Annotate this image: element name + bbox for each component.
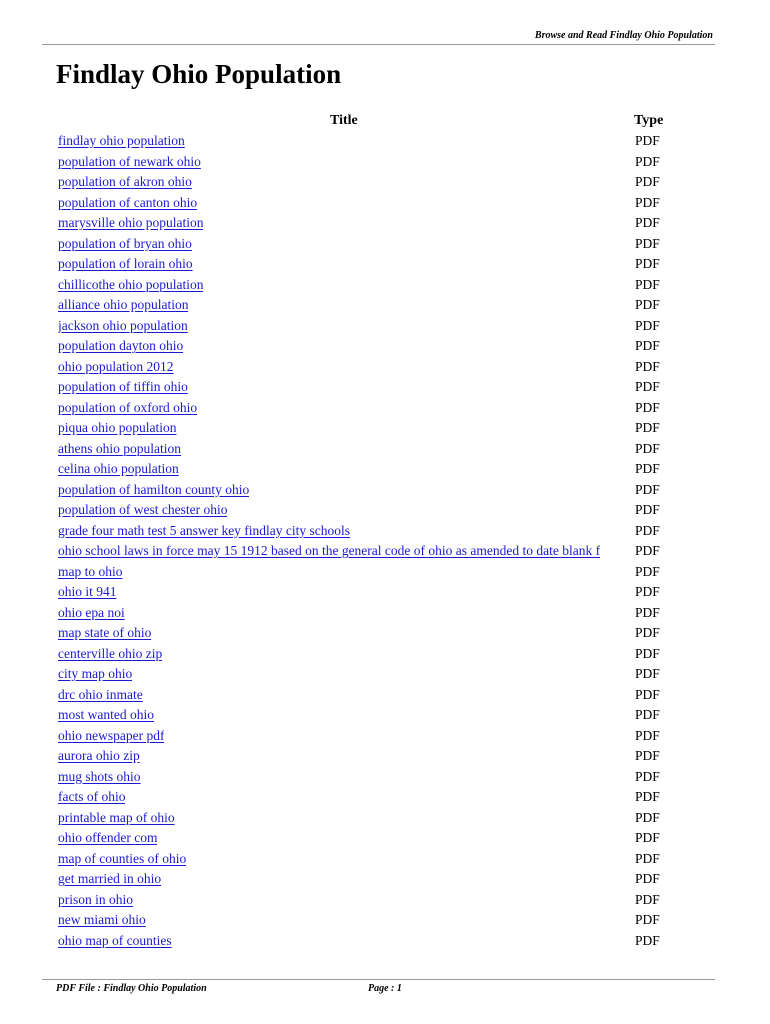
document-link[interactable]: ohio it 941 [58, 584, 117, 599]
table-row [0, 295, 770, 316]
document-link[interactable]: findlay ohio population [58, 133, 185, 148]
table-row [0, 500, 770, 521]
document-link[interactable]: centerville ohio zip [58, 645, 163, 661]
table-row [0, 398, 770, 419]
document-link[interactable]: prison in ohio [58, 891, 134, 907]
document-link[interactable]: population of newark ohio [58, 153, 201, 169]
document-link[interactable]: drc ohio inmate [58, 686, 143, 702]
table-row [0, 275, 770, 296]
table-row [0, 582, 770, 603]
document-type: PDF [635, 235, 660, 251]
document-type: PDF [635, 686, 660, 702]
document-type: PDF [635, 625, 660, 640]
table-row [0, 459, 770, 480]
document-type: PDF [635, 215, 660, 230]
document-link[interactable]: population of west chester ohio [58, 502, 228, 517]
document-type: PDF [635, 789, 660, 804]
page-title: Findlay Ohio Population [56, 59, 342, 89]
table-row [0, 521, 770, 542]
document-type: PDF [635, 850, 660, 866]
document-type: PDF [635, 645, 660, 661]
table-row [0, 644, 770, 665]
table-row [0, 828, 770, 849]
document-type: PDF [635, 133, 660, 148]
footer-file-label: PDF File : Findlay Ohio Population [56, 983, 207, 994]
document-type: PDF [635, 543, 660, 558]
document-type: PDF [635, 358, 660, 374]
document-type: PDF [635, 707, 660, 722]
document-link[interactable]: population of hamilton county ohio [58, 481, 250, 497]
footer-divider [42, 979, 715, 980]
table-row [0, 336, 770, 357]
document-type: PDF [635, 768, 660, 784]
document-list [0, 131, 770, 951]
document-type: PDF [635, 420, 660, 435]
table-row [0, 131, 770, 152]
document-link[interactable]: population of bryan ohio [58, 235, 192, 251]
document-link[interactable]: ohio population 2012 [58, 358, 174, 374]
document-type: PDF [635, 194, 660, 210]
document-link[interactable]: grade four math test 5 answer key findlay city schools [58, 522, 351, 538]
document-link[interactable]: printable map of ohio [58, 809, 175, 825]
table-row [0, 152, 770, 173]
document-link[interactable]: population of canton ohio [58, 194, 198, 210]
document-type: PDF [635, 522, 660, 538]
document-type: PDF [635, 461, 660, 476]
table-row [0, 357, 770, 378]
document-link[interactable]: jackson ohio population [58, 317, 188, 333]
document-type: PDF [635, 563, 660, 579]
table-row [0, 726, 770, 747]
table-row [0, 685, 770, 706]
table-row [0, 172, 770, 193]
document-type: PDF [635, 297, 660, 312]
running-header: Browse and Read Findlay Ohio Population [534, 30, 713, 41]
table-row [0, 746, 770, 767]
document-link[interactable]: ohio map of counties [58, 932, 172, 948]
document-type: PDF [635, 830, 660, 845]
table-row [0, 234, 770, 255]
table-row [0, 418, 770, 439]
document-link[interactable]: marysville ohio population [58, 215, 204, 230]
document-type: PDF [635, 871, 660, 886]
table-row [0, 377, 770, 398]
document-link[interactable]: population of lorain ohio [58, 256, 193, 271]
document-link[interactable]: ohio newspaper pdf [58, 727, 165, 743]
document-type: PDF [635, 912, 660, 927]
table-row [0, 193, 770, 214]
table-row [0, 705, 770, 726]
column-header-title: Title [330, 113, 358, 128]
document-type: PDF [635, 174, 660, 189]
document-link[interactable]: athens ohio population [58, 440, 181, 456]
table-row [0, 890, 770, 911]
document-type: PDF [635, 256, 660, 271]
table-row [0, 664, 770, 685]
table-row [0, 562, 770, 583]
document-type: PDF [635, 666, 660, 681]
header-divider [42, 44, 715, 45]
document-type: PDF [635, 932, 660, 948]
document-type: PDF [635, 727, 660, 743]
document-type: PDF [635, 604, 660, 620]
document-type: PDF [635, 891, 660, 907]
document-type: PDF [635, 379, 660, 394]
document-type: PDF [635, 317, 660, 333]
document-link[interactable]: chillicothe ohio population [58, 276, 204, 292]
table-row [0, 541, 770, 562]
document-type: PDF [635, 481, 660, 497]
document-type: PDF [635, 399, 660, 415]
table-row [0, 869, 770, 890]
document-type: PDF [635, 153, 660, 169]
document-link[interactable]: get married in ohio [58, 871, 162, 886]
table-row [0, 254, 770, 275]
document-link[interactable]: alliance ohio population [58, 297, 189, 312]
table-row [0, 316, 770, 337]
document-type: PDF [635, 440, 660, 456]
document-type: PDF [635, 584, 660, 599]
document-type: PDF [635, 276, 660, 292]
table-row [0, 213, 770, 234]
document-link[interactable]: population of tiffin ohio [58, 379, 188, 394]
table-row [0, 787, 770, 808]
document-link[interactable]: most wanted ohio [58, 707, 154, 722]
table-row [0, 480, 770, 501]
document-type: PDF [635, 502, 660, 517]
document-link[interactable]: ohio school laws in force may 15 1912 based on the general code of ohio as amended to date blank f [58, 543, 601, 558]
table-row [0, 623, 770, 644]
table-row [0, 808, 770, 829]
table-row [0, 439, 770, 460]
document-type: PDF [635, 748, 660, 763]
column-header-type: Type [634, 113, 664, 128]
table-row [0, 603, 770, 624]
document-link[interactable]: piqua ohio population [58, 420, 177, 435]
document-link[interactable]: city map ohio [58, 666, 133, 681]
document-link[interactable]: population dayton ohio [58, 338, 184, 353]
document-link[interactable]: aurora ohio zip [58, 748, 140, 763]
footer-page-label: Page : 1 [368, 983, 402, 994]
document-link[interactable]: ohio epa noi [58, 604, 125, 620]
document-link[interactable]: celina ohio population [58, 461, 179, 476]
table-row [0, 849, 770, 870]
table-row [0, 910, 770, 931]
document-link[interactable]: map of counties of ohio [58, 850, 187, 866]
document-link[interactable]: mug shots ohio [58, 768, 141, 784]
table-row [0, 767, 770, 788]
document-link[interactable]: map to ohio [58, 563, 123, 579]
document-link[interactable]: map state of ohio [58, 625, 152, 640]
table-row [0, 931, 770, 952]
document-link[interactable]: population of akron ohio [58, 174, 192, 189]
document-link[interactable]: facts of ohio [58, 789, 126, 804]
document-link[interactable]: ohio offender com [58, 830, 158, 845]
document-type: PDF [635, 338, 660, 353]
document-type: PDF [635, 809, 660, 825]
document-link[interactable]: new miami ohio [58, 912, 146, 927]
document-link[interactable]: population of oxford ohio [58, 399, 198, 415]
